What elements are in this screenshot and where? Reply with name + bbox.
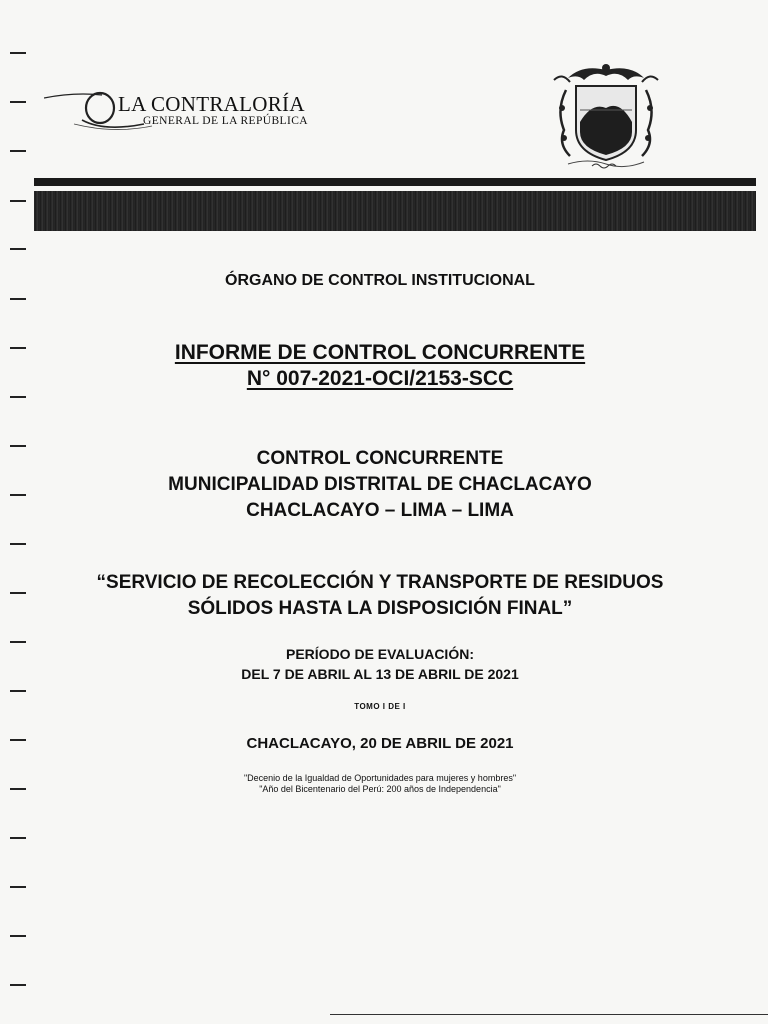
report-title: [30, 340, 730, 392]
margin-tick: [10, 52, 26, 54]
margin-tick: [10, 200, 26, 202]
header-band-thin: [34, 178, 756, 186]
margin-tick: [10, 837, 26, 839]
report-title-line1: INFORME DE CONTROL CONCURRENTE: [174, 341, 586, 364]
entity-line1: CONTROL CONCURRENTE: [256, 448, 504, 469]
motto-line1: "Decenio de la Igualdad de Oportunidades para mujeres y hombres": [243, 773, 517, 783]
service-line2: SÓLIDOS HASTA LA DISPOSICIÓN FINAL”: [187, 598, 573, 619]
margin-tick: [10, 739, 26, 741]
margin-tick: [10, 396, 26, 398]
bottom-rule: [330, 1014, 768, 1015]
margin-tick: [10, 592, 26, 594]
margin-tick: [10, 641, 26, 643]
margin-tick: [10, 298, 26, 300]
official-mottos: [30, 773, 730, 795]
margin-tick: [10, 543, 26, 545]
municipal-coat-of-arms-icon: [548, 60, 664, 172]
margin-tick: [10, 690, 26, 692]
margin-tick: [10, 935, 26, 937]
margin-tick: [10, 886, 26, 888]
entity-line2: MUNICIPALIDAD DISTRITAL DE CHACLACAYO: [168, 474, 592, 495]
margin-tick: [10, 494, 26, 496]
service-title: [30, 570, 730, 622]
org-name: LA CONTRALORÍA: [118, 92, 305, 116]
entity-line3: CHACLACAYO – LIMA – LIMA: [246, 500, 514, 521]
margin-tick: [10, 445, 26, 447]
entity-block: [30, 446, 730, 524]
margin-tick: [10, 788, 26, 790]
contraloria-logo: [44, 88, 344, 138]
period-label: PERÍODO DE EVALUACIÓN:: [286, 646, 474, 662]
header-band-thick: [34, 191, 756, 231]
service-line1: “SERVICIO DE RECOLECCIÓN Y TRANSPORTE DE RESIDUOS: [96, 572, 664, 593]
margin-tick: [10, 150, 26, 152]
org-subname: GENERAL DE LA REPÚBLICA: [143, 115, 308, 127]
period-range: DEL 7 DE ABRIL AL 13 DE ABRIL DE 2021: [241, 666, 519, 682]
margin-tick: [10, 101, 26, 103]
volume-label: TOMO I DE I: [354, 702, 406, 711]
organ-title: ÓRGANO DE CONTROL INSTITUCIONAL: [225, 272, 535, 289]
report-number: N° 007-2021-OCI/2153-SCC: [246, 367, 514, 390]
margin-tick: [10, 248, 26, 250]
place-date: CHACLACAYO, 20 DE ABRIL DE 2021: [246, 735, 514, 752]
margin-tick: [10, 984, 26, 986]
margin-tick: [10, 347, 26, 349]
evaluation-period: [30, 644, 730, 684]
motto-line2: "Año del Bicentenario del Perú: 200 años de Independencia": [259, 784, 501, 794]
